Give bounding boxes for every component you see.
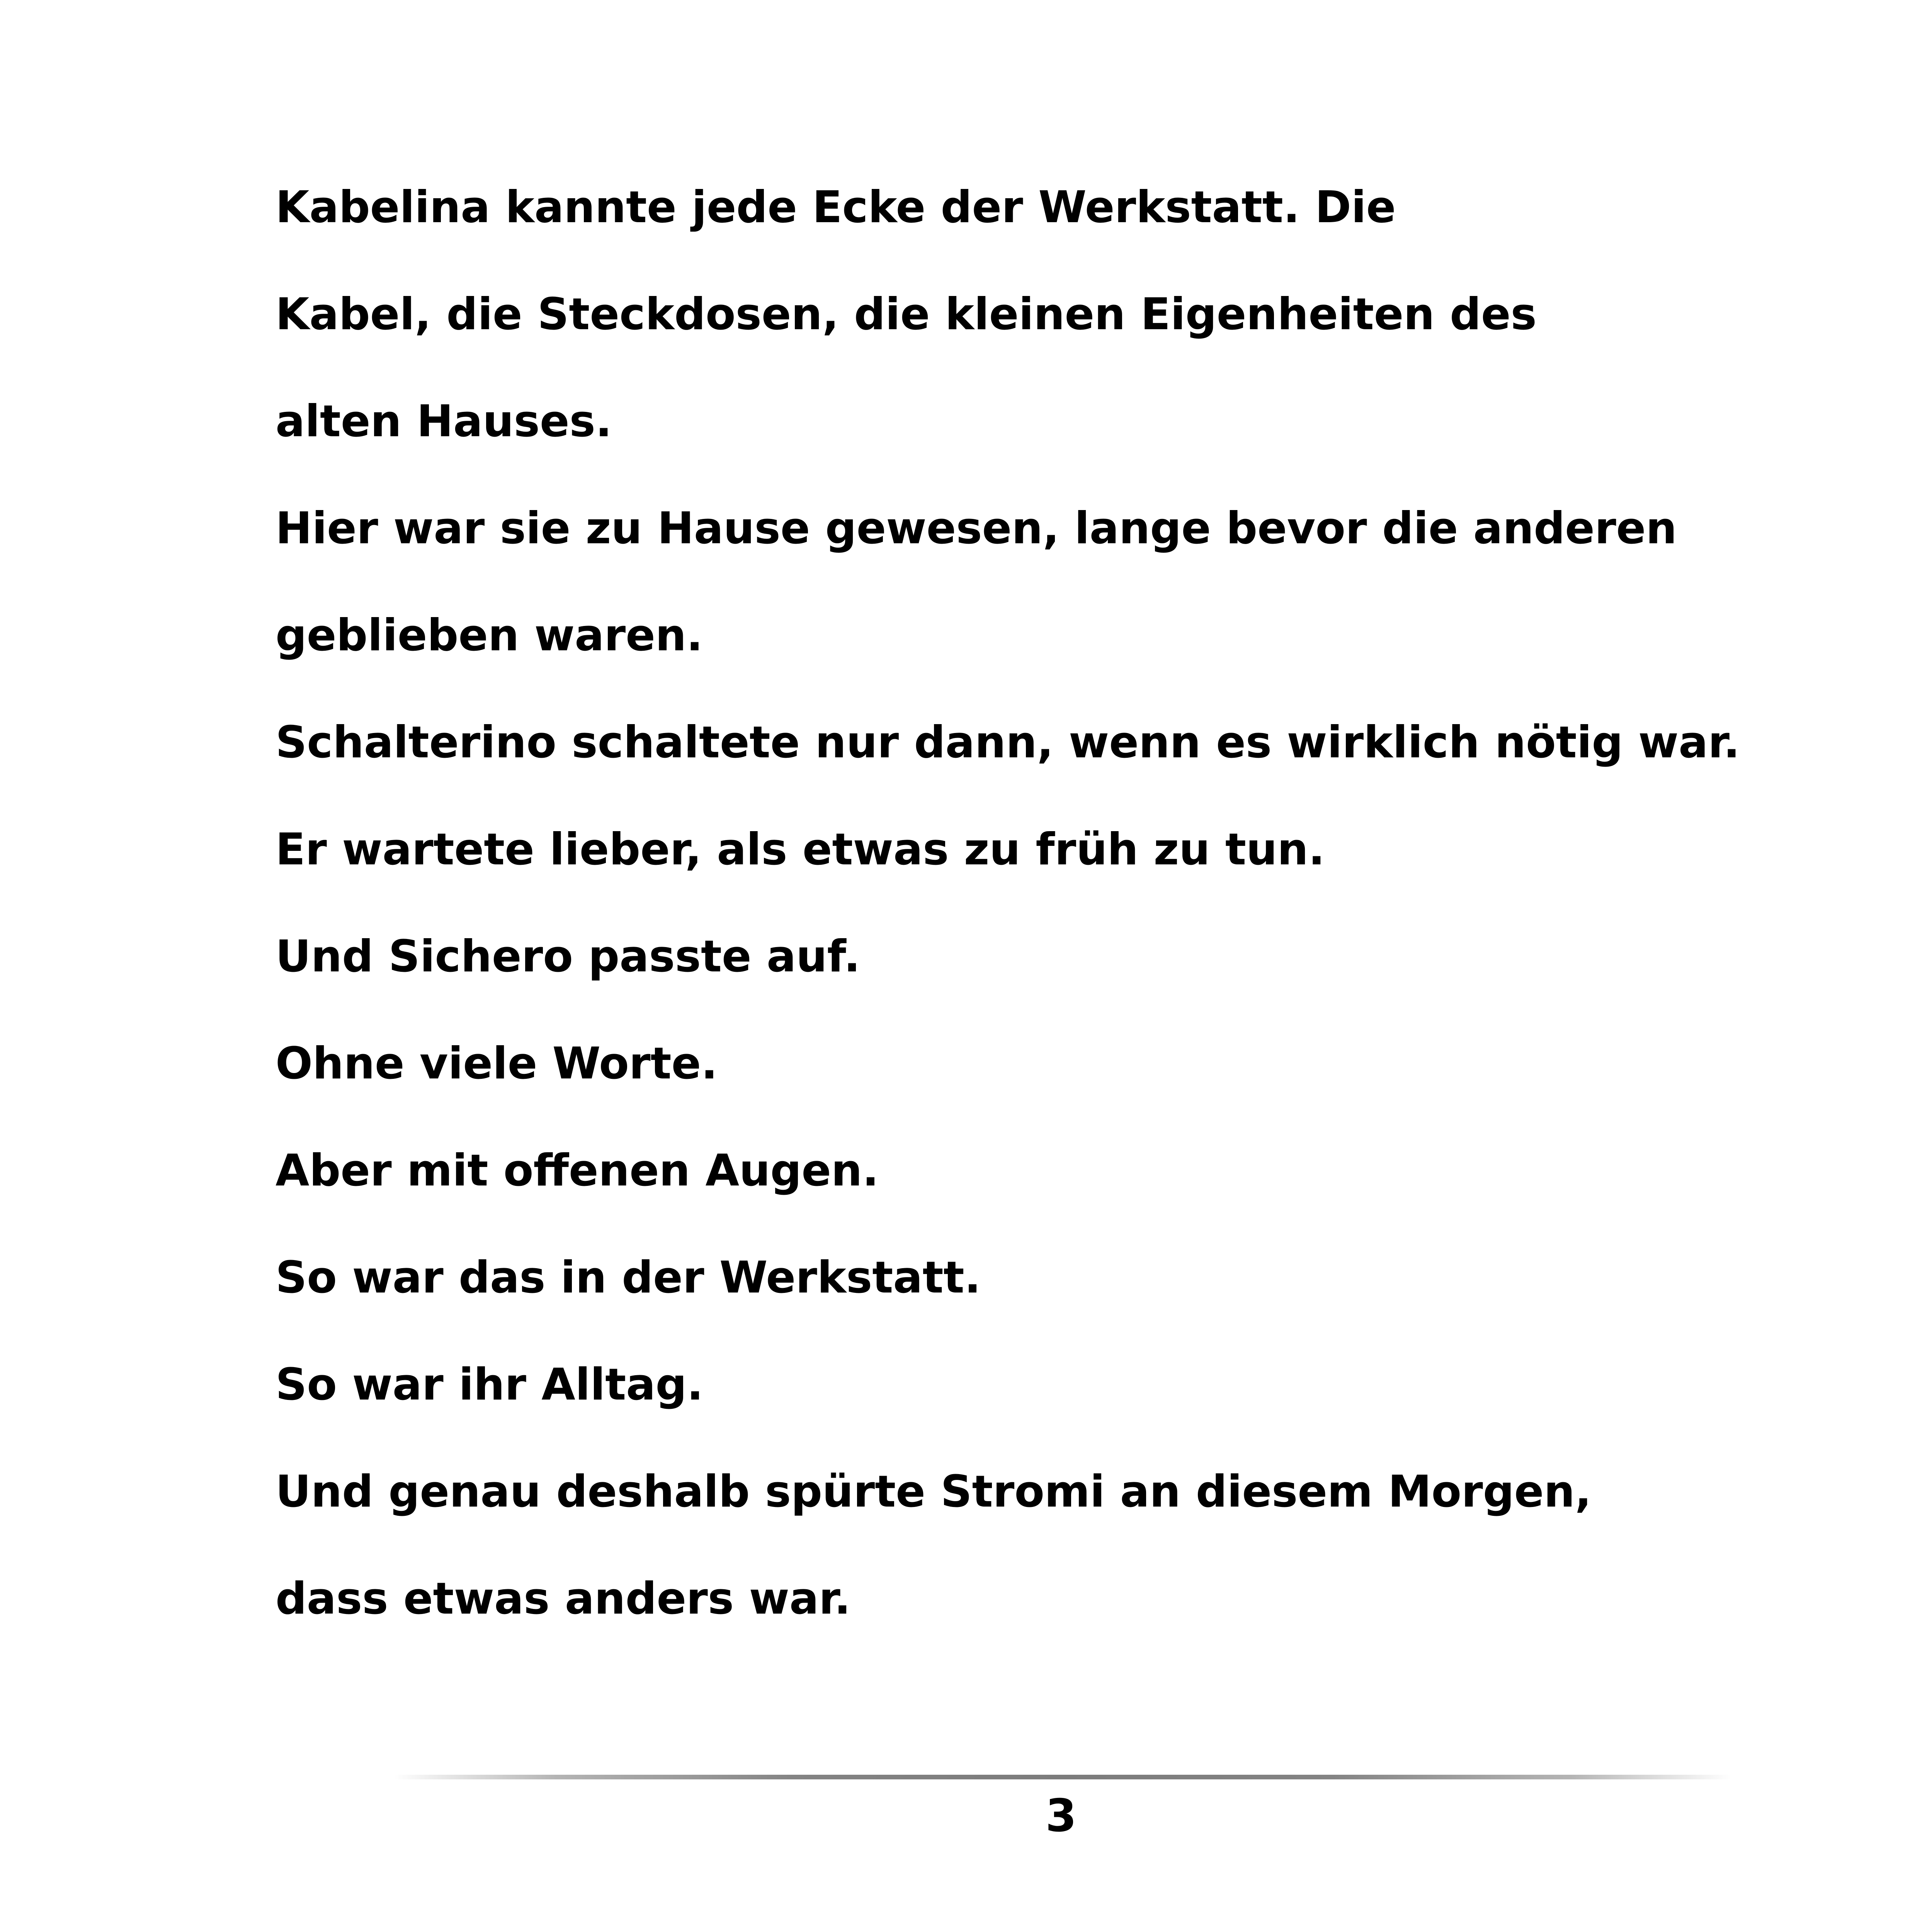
text-line: Er wartete lieber, als etwas zu früh zu tun. bbox=[276, 824, 1325, 875]
text-line: So war ihr Alltag. bbox=[276, 1359, 704, 1410]
text-line: dass etwas anders war. bbox=[276, 1573, 851, 1624]
text-line: Und genau deshalb spürte Stromi an diesem Morgen, bbox=[276, 1466, 1592, 1517]
text-line: Und Sichero passte auf. bbox=[276, 931, 861, 982]
text-line: Aber mit offenen Augen. bbox=[276, 1145, 879, 1196]
page-number: 3 bbox=[1045, 1790, 1077, 1842]
text-line: Hier war sie zu Hause gewesen, lange bevor die anderen bbox=[276, 503, 1677, 554]
text-line: Kabel, die Steckdosen, die kleinen Eigenheiten des bbox=[276, 289, 1537, 340]
text-line: So war das in der Werkstatt. bbox=[276, 1252, 981, 1303]
text-line: Schalterino schaltete nur dann, wenn es wirklich nötig war. bbox=[276, 717, 1740, 768]
text-line: geblieben waren. bbox=[276, 610, 703, 661]
text-line: Ohne viele Worte. bbox=[276, 1038, 718, 1089]
text-line: Kabelina kannte jede Ecke der Werkstatt. Die bbox=[276, 182, 1396, 233]
text-line: alten Hauses. bbox=[276, 396, 612, 447]
footer-divider bbox=[394, 1775, 1731, 1779]
